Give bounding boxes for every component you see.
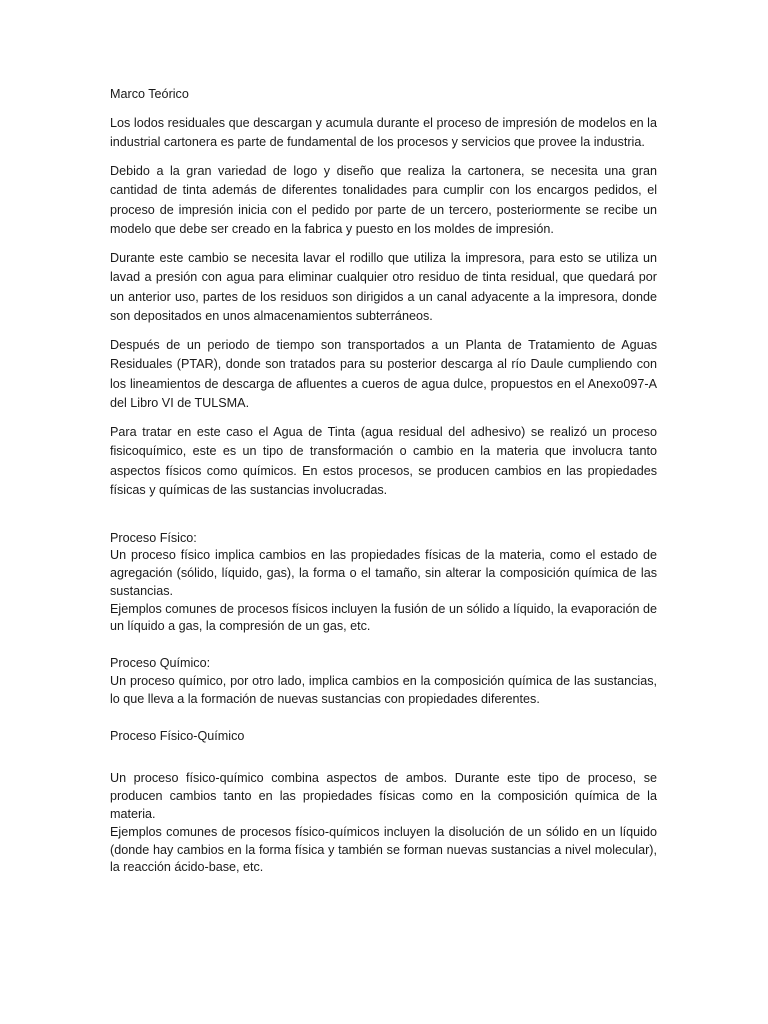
section-heading-quimico: Proceso Químico: bbox=[110, 656, 211, 671]
section-proceso-fisico bbox=[110, 530, 657, 637]
paragraph-5: Para tratar en este caso el Agua de Tinta (agua residual del adhesivo) se realizó un proceso fisicoquímico, este es un tipo de transformación o cambio en la materia que involucra tanto aspectos físicos como químicos. En estos procesos, se producen cambios en las propiedades físicas y químicas de las sustancias involucradas. bbox=[110, 424, 657, 497]
page-title: Marco Teórico bbox=[110, 87, 189, 101]
paragraph-2: Debido a la gran variedad de logo y diseño que realiza la cartonera, se necesita una gran cantidad de tinta además de diferentes tonalidades para cumplir con los encargos pedidos, el proceso de impresión inicia con el pedido por parte de un tercero, posteriormente se recibe un modelo que debe ser creado en la fabrica y puesto en los moldes de impresión. bbox=[110, 163, 657, 236]
section-text-fisicoquimico-1: Un proceso físico-químico combina aspectos de ambos. Durante este tipo de proceso, se producen cambios tanto en las propiedades físicas como en la composición química de la materia. bbox=[110, 771, 657, 822]
section-text-fisicoquimico-2: Ejemplos comunes de procesos físico-químicos incluyen la disolución de un sólido en un líquido (donde hay cambios en la forma física y también se forman nuevas sustancias a nivel molecular), la reacción ácido-base, etc. bbox=[110, 824, 657, 875]
section-heading-fisicoquimico: Proceso Físico-Químico bbox=[110, 728, 245, 743]
section-text-fisico-2: Ejemplos comunes de procesos físicos incluyen la fusión de un sólido a líquido, la evaporación de un líquido a gas, la compresión de un gas, etc. bbox=[110, 601, 657, 634]
section-proceso-quimico bbox=[110, 655, 657, 708]
section-text-quimico-1: Un proceso químico, por otro lado, implica cambios en la composición química de las sustancias, lo que lleva a la formación de nuevas sustancias con propiedades diferentes. bbox=[110, 674, 657, 706]
paragraph-3: Durante este cambio se necesita lavar el rodillo que utiliza la impresora, para esto se utiliza un lavad a presión con agua para eliminar cualquier otro residuo de tinta residual, que quedará por un anterior uso, partes de los residuos son dirigidos a un canal adyacente a la impresora, donde son depositados en unos almacenamientos subterráneos. bbox=[110, 250, 657, 323]
paragraph-4: Después de un periodo de tiempo son transportados a un Planta de Tratamiento de Aguas Residuales (PTAR), donde son tratados para su posterior descarga al río Daule cumpliendo con los lineamientos de descarga de afluentes a cueros de agua dulce, propuestos en el Anexo097-A del Libro VI de TULSMA. bbox=[110, 337, 657, 410]
section-text-fisico-1: Un proceso físico implica cambios en las propiedades físicas de la materia, como el estado de agregación (sólido, líquido, gas), la forma o el tamaño, sin alterar la composición química de las sustancias. bbox=[110, 548, 657, 598]
section-proceso-fisicoquimico bbox=[110, 728, 657, 878]
section-heading-fisico: Proceso Físico: bbox=[110, 530, 197, 545]
document-page bbox=[110, 85, 657, 877]
paragraph-1: Los lodos residuales que descargan y acumula durante el proceso de impresión de modelos en la industrial cartonera es parte de fundamental de los procesos y servicios que provee la industria. bbox=[110, 115, 657, 149]
